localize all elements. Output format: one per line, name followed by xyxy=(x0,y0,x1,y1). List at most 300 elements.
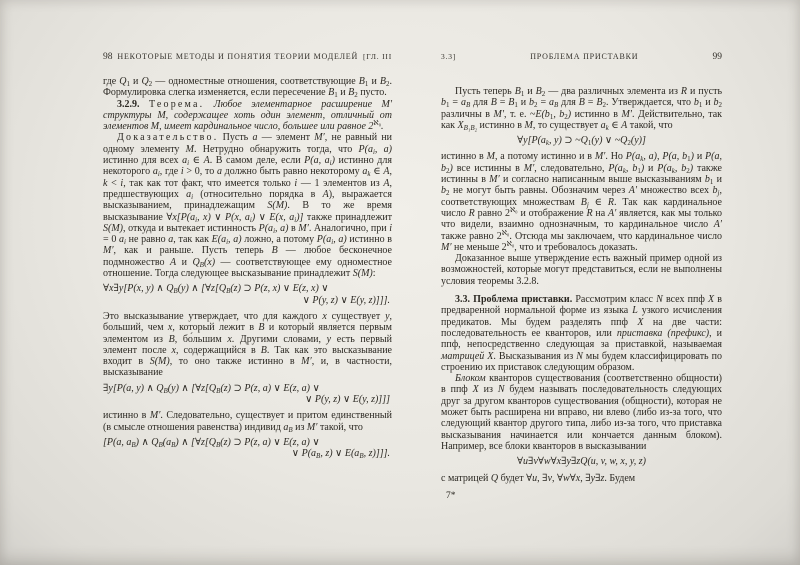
text-run: 2 xyxy=(627,139,631,148)
text-run: 3.3. Проблема приставки. xyxy=(455,294,573,306)
text-run: b xyxy=(712,185,718,197)
text-run: y xyxy=(326,333,332,345)
text-run: i xyxy=(294,215,297,224)
text-run: , предшествующих xyxy=(103,177,393,200)
text-run: B xyxy=(271,245,278,257)
text-run: : xyxy=(372,268,376,280)
text-run: Q xyxy=(141,76,149,87)
text-run: 2 xyxy=(534,101,538,110)
text-run: (y) ∧ [∀z[Q xyxy=(177,283,227,295)
text-run: будет xyxy=(498,472,527,484)
text-run: ∀w∀x xyxy=(557,472,581,484)
text-run: , a) xyxy=(333,234,347,246)
text-run: S(M) xyxy=(352,268,373,280)
text-run: A xyxy=(621,119,628,131)
text-run: и согласно написанным выше высказываниям xyxy=(499,174,705,186)
text-run: B xyxy=(216,386,221,395)
text-run: B xyxy=(199,260,204,269)
text-run: , так как xyxy=(173,234,212,246)
paragraph xyxy=(441,373,722,452)
text-run: R xyxy=(607,196,614,208)
text-run: L xyxy=(632,305,638,317)
text-run: b xyxy=(441,185,446,197)
text-run: 2 xyxy=(446,189,450,198)
running-header-left-page xyxy=(103,52,392,62)
text-run: истинно в xyxy=(571,108,622,120)
text-run: ∀u xyxy=(526,472,538,484)
text-run: ) xyxy=(567,108,572,120)
text-run: M′ xyxy=(621,108,632,120)
text-run: — два различных элемента из xyxy=(545,86,681,97)
text-run: X xyxy=(457,119,464,131)
text-run: все истинны в xyxy=(452,162,524,174)
text-run: ) ∧ Q xyxy=(135,436,159,448)
text-run: E(b xyxy=(535,108,550,120)
text-run: 2 xyxy=(541,90,546,98)
text-run: B xyxy=(163,386,168,395)
text-run: a xyxy=(168,234,174,246)
text-run: , z) ∨ E(a xyxy=(320,448,360,460)
text-run: , xyxy=(537,472,543,484)
text-run: X xyxy=(707,294,715,306)
text-run: ∨ P(y, z) ∨ E(y, z)]]] xyxy=(305,394,390,406)
text-run: не могут быть равны. Обозначим через xyxy=(449,185,629,197)
text-run: и xyxy=(713,174,722,186)
text-run: . Будем xyxy=(604,472,636,484)
text-run: E(a xyxy=(211,234,227,246)
text-run: истинно в xyxy=(346,234,393,246)
text-run: ℵ₀ xyxy=(373,119,382,128)
text-run: 2 xyxy=(602,101,606,110)
text-run: M′ xyxy=(489,174,500,186)
text-run: A xyxy=(322,188,329,200)
paragraph xyxy=(441,86,722,131)
formula-line xyxy=(441,456,722,467)
text-run: 2 xyxy=(446,166,450,175)
paragraph xyxy=(441,253,722,287)
text-run: S(M) xyxy=(267,200,288,212)
display-formula xyxy=(103,437,392,460)
paragraph xyxy=(103,99,392,133)
text-run: A xyxy=(170,256,177,268)
text-run: j xyxy=(586,200,589,209)
text-run: и который является первым элементом из xyxy=(103,322,393,345)
text-run: P(a, a xyxy=(304,155,330,167)
text-run: ∀y[P(a xyxy=(517,135,546,147)
text-run: )] xyxy=(296,211,304,223)
formula-line xyxy=(103,283,392,294)
text-run: . В самом деле, если xyxy=(209,155,305,167)
text-run: — 1 элементов из xyxy=(297,177,384,189)
text-run: Доказанное выше утверждение есть важный пример одной из возможностей, которые могут представиться, если не выполнены условия теоремы 3.2.8. xyxy=(441,253,722,287)
text-run: A′ xyxy=(628,185,638,197)
text-run: a xyxy=(362,166,368,178)
text-run: , содержащийся в xyxy=(176,344,261,356)
text-run: ∈ xyxy=(588,196,608,208)
text-run: ∈ xyxy=(370,166,384,178)
text-run: M′ xyxy=(523,162,535,174)
text-run: (z) ⊃ P(z, a) ∨ E(z, a) ∨ xyxy=(220,382,320,394)
text-run: M′ xyxy=(149,410,161,422)
running-title: НЕКОТОРЫЕ МЕТОДЫ И ПОНЯТИЯ ТЕОРИИ МОДЕЛЕЙ xyxy=(117,52,359,61)
text-run: a xyxy=(186,188,192,200)
text-run: в предваренной нормальной форме из языка xyxy=(441,294,722,317)
text-run: k xyxy=(545,139,550,148)
text-run: B xyxy=(171,440,176,449)
paragraph xyxy=(103,311,392,379)
text-run: ) xyxy=(690,151,694,163)
text-run: . Нетрудно обнаружить тогда, что xyxy=(194,143,359,155)
text-run: i xyxy=(389,222,392,234)
text-run: B xyxy=(596,97,603,109)
text-run: ) xyxy=(689,162,694,174)
text-run: — любое бесконечное подмножество xyxy=(103,245,392,268)
text-run: P(a xyxy=(316,234,332,246)
text-run: для xyxy=(558,97,579,109)
text-run: ∀x[P(a xyxy=(166,211,196,223)
text-run: , где xyxy=(159,166,181,178)
text-run: M′ xyxy=(306,421,318,433)
text-run: A xyxy=(203,155,210,167)
text-run: , т. е. ~ xyxy=(504,108,536,120)
text-run: ∃y[P(a, y) ∧ Q xyxy=(103,382,164,394)
text-run: k xyxy=(640,155,644,164)
text-run: . Так как кардинальное число xyxy=(441,196,722,219)
paragraph xyxy=(441,151,722,253)
text-run: b xyxy=(693,97,699,109)
text-run: B xyxy=(288,425,293,434)
page-number: 99 xyxy=(712,52,722,62)
text-run: B xyxy=(158,440,163,449)
text-run: ложно, а потому xyxy=(241,234,317,246)
text-run: X xyxy=(472,384,479,396)
text-run: B xyxy=(379,76,386,87)
text-run: . Утверждается, что xyxy=(605,97,694,109)
text-run: B xyxy=(260,344,267,356)
text-run: , a) xyxy=(275,222,289,234)
text-run: M′ xyxy=(594,151,606,163)
text-run: = xyxy=(537,97,549,109)
text-run: истинно для некоторого xyxy=(103,155,392,178)
text-run: 1 xyxy=(637,166,641,175)
text-run: i xyxy=(273,226,276,235)
text-run: k xyxy=(671,166,675,175)
text-run: P(a, b xyxy=(662,151,688,163)
text-run: и отображение xyxy=(517,207,587,219)
text-run: R xyxy=(468,207,475,219)
text-run: a xyxy=(283,421,289,433)
text-run: пусто. xyxy=(357,87,387,99)
text-run: и xyxy=(524,86,536,97)
text-run: где xyxy=(103,76,120,87)
text-run: . Отсюда мы заключаем, что кардинальное число xyxy=(509,230,722,242)
text-run: B xyxy=(258,322,265,334)
text-run: ∃v xyxy=(542,472,553,484)
text-run: , следовательно, xyxy=(534,162,609,174)
text-run: i xyxy=(157,170,160,179)
text-run: (x) xyxy=(203,256,216,268)
text-run: N xyxy=(497,384,505,396)
text-run: k xyxy=(605,123,609,132)
text-run: k xyxy=(622,166,626,175)
page-body xyxy=(103,76,392,460)
text-run: i xyxy=(331,238,334,247)
text-run: x xyxy=(167,322,173,334)
text-run: S(M) xyxy=(149,356,170,368)
text-run: на xyxy=(592,207,609,219)
text-run: 2 xyxy=(386,80,390,88)
paragraph xyxy=(103,132,392,279)
text-run: узкого исчисления предикатов. Мы будем разделять ппф xyxy=(441,305,722,328)
text-run: a xyxy=(252,132,258,144)
text-run: , y) ⊃ ~Q xyxy=(549,135,588,147)
text-run: , z)]]]. xyxy=(363,448,390,460)
text-run: истинно в xyxy=(103,410,150,422)
text-run: . Высказывания из xyxy=(493,350,577,362)
text-run: , b xyxy=(553,108,565,120)
text-run: ℵ₀ xyxy=(506,239,515,248)
text-run: i xyxy=(372,147,375,156)
text-run: , xyxy=(657,151,663,163)
text-run: , a) xyxy=(228,234,242,246)
paragraph xyxy=(103,76,392,99)
text-run: B xyxy=(465,101,471,110)
text-run: (y) ∧ [∀z[Q xyxy=(167,382,217,394)
text-run: , так как тот факт, что имеется только xyxy=(123,177,295,189)
text-run: B xyxy=(359,452,364,461)
text-run: и xyxy=(176,256,193,268)
text-run: A′ xyxy=(608,207,617,219)
text-run: . Формулировка слегка изменяется, если пересечение xyxy=(103,76,392,99)
text-run: i xyxy=(195,215,198,224)
text-run: a xyxy=(216,166,222,178)
text-run: B xyxy=(554,101,559,110)
text-run: M′ xyxy=(314,132,325,144)
text-run: есть первый элемент после xyxy=(103,333,392,356)
formula-line xyxy=(103,437,392,448)
text-run: k xyxy=(367,170,371,179)
text-run: N xyxy=(656,294,663,306)
text-run: матрицей X xyxy=(441,350,494,362)
text-run: 1 xyxy=(687,155,691,164)
text-run: b xyxy=(704,174,710,186)
text-run: (y) ∨ ~Q xyxy=(591,135,628,147)
text-run: B xyxy=(578,97,585,109)
text-run: j xyxy=(717,189,720,198)
text-run: P(a xyxy=(358,143,373,155)
text-run: , как и раньше. Пусть теперь xyxy=(113,245,272,257)
text-run: ∨ P(a xyxy=(291,448,317,460)
text-run: 1 xyxy=(698,101,703,110)
page-98 xyxy=(103,0,392,565)
text-run: P(a xyxy=(608,162,623,174)
text-run: = xyxy=(496,97,509,109)
text-run: P(a xyxy=(625,151,641,163)
text-run: , то существует xyxy=(532,119,601,131)
text-run: B xyxy=(490,97,497,109)
text-run: и пусть xyxy=(687,86,723,97)
text-run: a xyxy=(549,97,554,109)
text-run: ∨ P(y, z) ∨ E(y, z)]]]. xyxy=(302,294,390,306)
text-run: также истинны в xyxy=(441,162,722,186)
text-run: существует xyxy=(326,310,386,322)
text-run: M′ xyxy=(298,222,309,234)
text-run: мы будем классифицировать по строению их приставок следующим образом. xyxy=(441,350,722,373)
text-run: множество всех xyxy=(637,185,713,197)
text-run: . xyxy=(381,121,384,133)
text-run: , b xyxy=(674,162,687,174)
text-run: b xyxy=(713,97,719,109)
text-run: 2 xyxy=(148,80,153,88)
text-run: 1 xyxy=(126,80,130,88)
text-run: a xyxy=(119,234,124,246)
text-run: , и ппф, непосредственно следующая за приставкой, называемая xyxy=(441,327,722,351)
text-run: Любое элементарное расширение M′ структуры M, содержащее хоть один элемент, отличный от элементов M, имеет кардинальное число, большее или равное 2 xyxy=(103,98,393,133)
text-run: — соответствующее ему одноместное отношение. Тогда следующее высказывание принадлежит xyxy=(103,256,392,280)
text-run: i xyxy=(294,177,298,189)
text-run: > 0, то xyxy=(183,166,217,178)
text-run: B xyxy=(348,87,355,99)
text-run: a xyxy=(182,155,188,167)
text-run: . Действительно, так как xyxy=(441,108,723,131)
paragraph xyxy=(441,294,722,373)
text-run: Q xyxy=(119,76,127,87)
text-run: и xyxy=(129,76,142,87)
text-run: R xyxy=(680,86,687,97)
text-run: . Так как это высказывание входит в xyxy=(103,344,392,368)
text-run: также равно 2 xyxy=(441,230,502,242)
text-run: < xyxy=(107,177,121,189)
text-run: Q xyxy=(490,472,499,484)
text-run: Блоком xyxy=(455,373,486,385)
text-run: , бо́льшим xyxy=(174,333,228,345)
text-run: x xyxy=(322,310,327,322)
formula-line xyxy=(103,383,392,394)
text-run: равно 2 xyxy=(474,207,510,219)
text-run: Пусть теперь xyxy=(455,86,515,97)
text-run: , xyxy=(389,166,392,178)
text-run: 1 xyxy=(334,91,338,100)
text-run: i xyxy=(191,192,194,201)
text-run: A xyxy=(383,177,390,189)
text-run: , откуда и вытекает истинность xyxy=(123,222,259,234)
text-run: , не равный ни одному элементу xyxy=(103,132,393,155)
text-run: M′ xyxy=(103,245,114,257)
text-run: из xyxy=(478,384,498,396)
text-run: 2 xyxy=(354,91,358,100)
text-run: M xyxy=(524,119,533,131)
text-run: 1 xyxy=(587,139,592,148)
text-run: ∀x∃y[P(x, y) ∧ Q xyxy=(103,283,174,295)
text-run: — одноместные отношения, соответствующие xyxy=(152,76,359,87)
text-run: из xyxy=(292,421,307,433)
text-run: a xyxy=(152,166,158,178)
text-run: , a) xyxy=(374,143,392,155)
text-run: P(a xyxy=(657,162,672,174)
text-run: B xyxy=(514,86,521,97)
text-run: b xyxy=(529,97,535,109)
text-run: , и, в частности, высказывание xyxy=(103,356,392,379)
text-run: B xyxy=(168,333,175,345)
text-run: A xyxy=(383,166,390,178)
text-run: ), выражается высказыванием, принадлежащим xyxy=(103,188,392,212)
text-run: 2 xyxy=(686,166,690,175)
text-run: B xyxy=(328,87,335,99)
text-run: B xyxy=(226,287,231,296)
text-run: . Другими словами, xyxy=(231,333,327,345)
text-run: y xyxy=(385,310,390,322)
text-run: ℵ₀ xyxy=(501,228,510,237)
text-run: ∀u∃v∀w∀x∃y∃zQ(u, v, w, x, y, z) xyxy=(517,456,646,468)
text-run: B xyxy=(358,76,365,87)
text-run: M′ xyxy=(441,241,452,253)
text-run: i xyxy=(187,159,190,168)
text-run: 1 xyxy=(446,101,450,110)
text-run: истинно для всех xyxy=(103,155,183,167)
display-formula xyxy=(103,283,392,306)
text-run: [P(a, a xyxy=(103,436,132,448)
text-run: с матрицей xyxy=(441,472,491,484)
text-run: = xyxy=(584,97,597,109)
text-run: . В то же время высказывание xyxy=(103,200,392,223)
text-run: B xyxy=(216,440,221,449)
text-run: , что и требовалось доказать. xyxy=(514,241,638,253)
text-run: и xyxy=(644,162,658,174)
text-run: A′ xyxy=(713,219,722,231)
text-run: i xyxy=(180,166,184,178)
text-run: на две части: последовательность ее кванторов, или xyxy=(441,316,722,339)
text-run: истинно в xyxy=(441,151,487,163)
section-marker: 3.3] xyxy=(441,52,457,61)
text-run: ℵ₀ xyxy=(509,205,518,214)
text-run: 2 xyxy=(718,101,723,110)
running-title: ПРОБЛЕМА ПРИСТАВКИ xyxy=(530,52,639,61)
display-formula xyxy=(103,383,392,406)
text-run: i xyxy=(124,238,126,247)
text-run: b xyxy=(441,97,446,109)
text-run: является, как мы только что видели, взаимно однозначным, то кардинальное число xyxy=(441,207,722,231)
chapter-marker: [ГЛ. III xyxy=(363,52,392,61)
text-run: и xyxy=(517,97,530,109)
page-body xyxy=(441,86,722,484)
text-run: — элемент xyxy=(257,132,315,144)
text-run: i xyxy=(226,238,229,247)
text-run: , xyxy=(552,472,558,484)
text-run: Q xyxy=(192,256,200,268)
paragraph xyxy=(441,473,722,484)
text-run: 3.2.9. xyxy=(117,98,149,110)
text-run: , соответствующих множествам xyxy=(441,185,722,208)
text-run: ) xyxy=(640,162,645,174)
text-run: i xyxy=(329,159,332,168)
text-run: приставка (префикс) xyxy=(616,327,710,339)
text-run: M xyxy=(486,151,495,163)
text-run: B xyxy=(508,97,515,109)
text-run: , который лежит в xyxy=(172,322,259,334)
text-run: , а потому истинно и в xyxy=(494,151,595,163)
text-run: Это высказывание утверждает, что для каждого xyxy=(103,310,323,322)
text-run: и xyxy=(368,76,380,87)
paragraph xyxy=(103,410,392,433)
text-run: B xyxy=(131,440,136,449)
text-run: кванторов существования (соответственно общности) в ппф xyxy=(441,373,722,396)
text-run: (z) ⊃ P(z, a) ∨ E(z, a) ∨ xyxy=(220,436,320,448)
text-run: , x) ∨ P(x, a xyxy=(197,211,250,223)
text-run: всех ппф xyxy=(662,294,708,306)
text-run: , b xyxy=(625,162,638,174)
text-run: 1 xyxy=(514,101,518,110)
text-run: B xyxy=(316,452,321,461)
